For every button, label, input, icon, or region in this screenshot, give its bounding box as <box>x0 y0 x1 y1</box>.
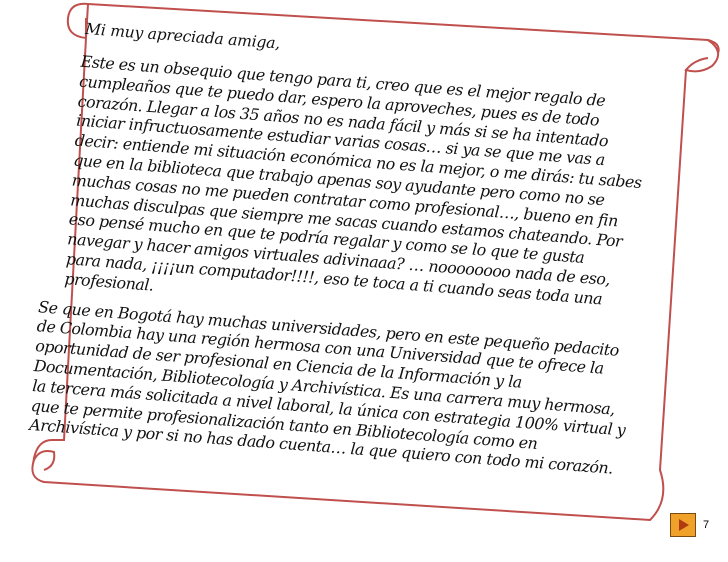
letter-paragraph: Se que en Bogotá hay muchas universidades, pero en este pequeño pedacito de Colombia hay una región hermosa con una Universidad que te ofrece la oportunidad de ser profesional en Ciencia de la Información y la Documentación, Bibliotecología y Archivística. Es una carrera muy hermosa, la tercera más solicitada a nivel laboral, la única con estrategia 100% virtual y que te permite profesionalización tanto en Bibliotecología como en Archivística y por si no has dado cuenta… la que quiero con todo mi corazón. <box>28 296 626 479</box>
page-number: 7 <box>703 519 710 531</box>
letter-greeting: Mi muy apreciada amiga, <box>84 19 281 53</box>
next-slide-button[interactable] <box>670 513 696 537</box>
play-triangle-icon <box>671 514 695 536</box>
letter-text <box>23 18 659 562</box>
letter-paragraph: Este es un obsequio que tengo para ti, creo que es el mejor regalo de cumpleaños que te puedo dar, espero la aproveches, pues es de todo corazón. Llegar a los 35 años no es nada fácil y más si se ha intentado iniciar infructuosamente estudiar varias cosas… si ya se que me vas a decir: entiende mi situación económica no es la mejor, o me dirás: tu sabes que en la biblioteca que trabajo apenas soy ayudante pero como no se muchas cosas no me pueden contratar como profesional…, bueno en fin muchas disculpas que siempre me sacas cuando estamos chateando. Por eso pensé mucho en que te podría regalar y como se lo que te gusta navegar y hacer amigos virtuales adivinaaa? … noooooooo nada de eso, para nada, ¡¡¡¡un computador!!!!, eso te toca a ti cuando seas toda una profesional. <box>63 51 643 309</box>
